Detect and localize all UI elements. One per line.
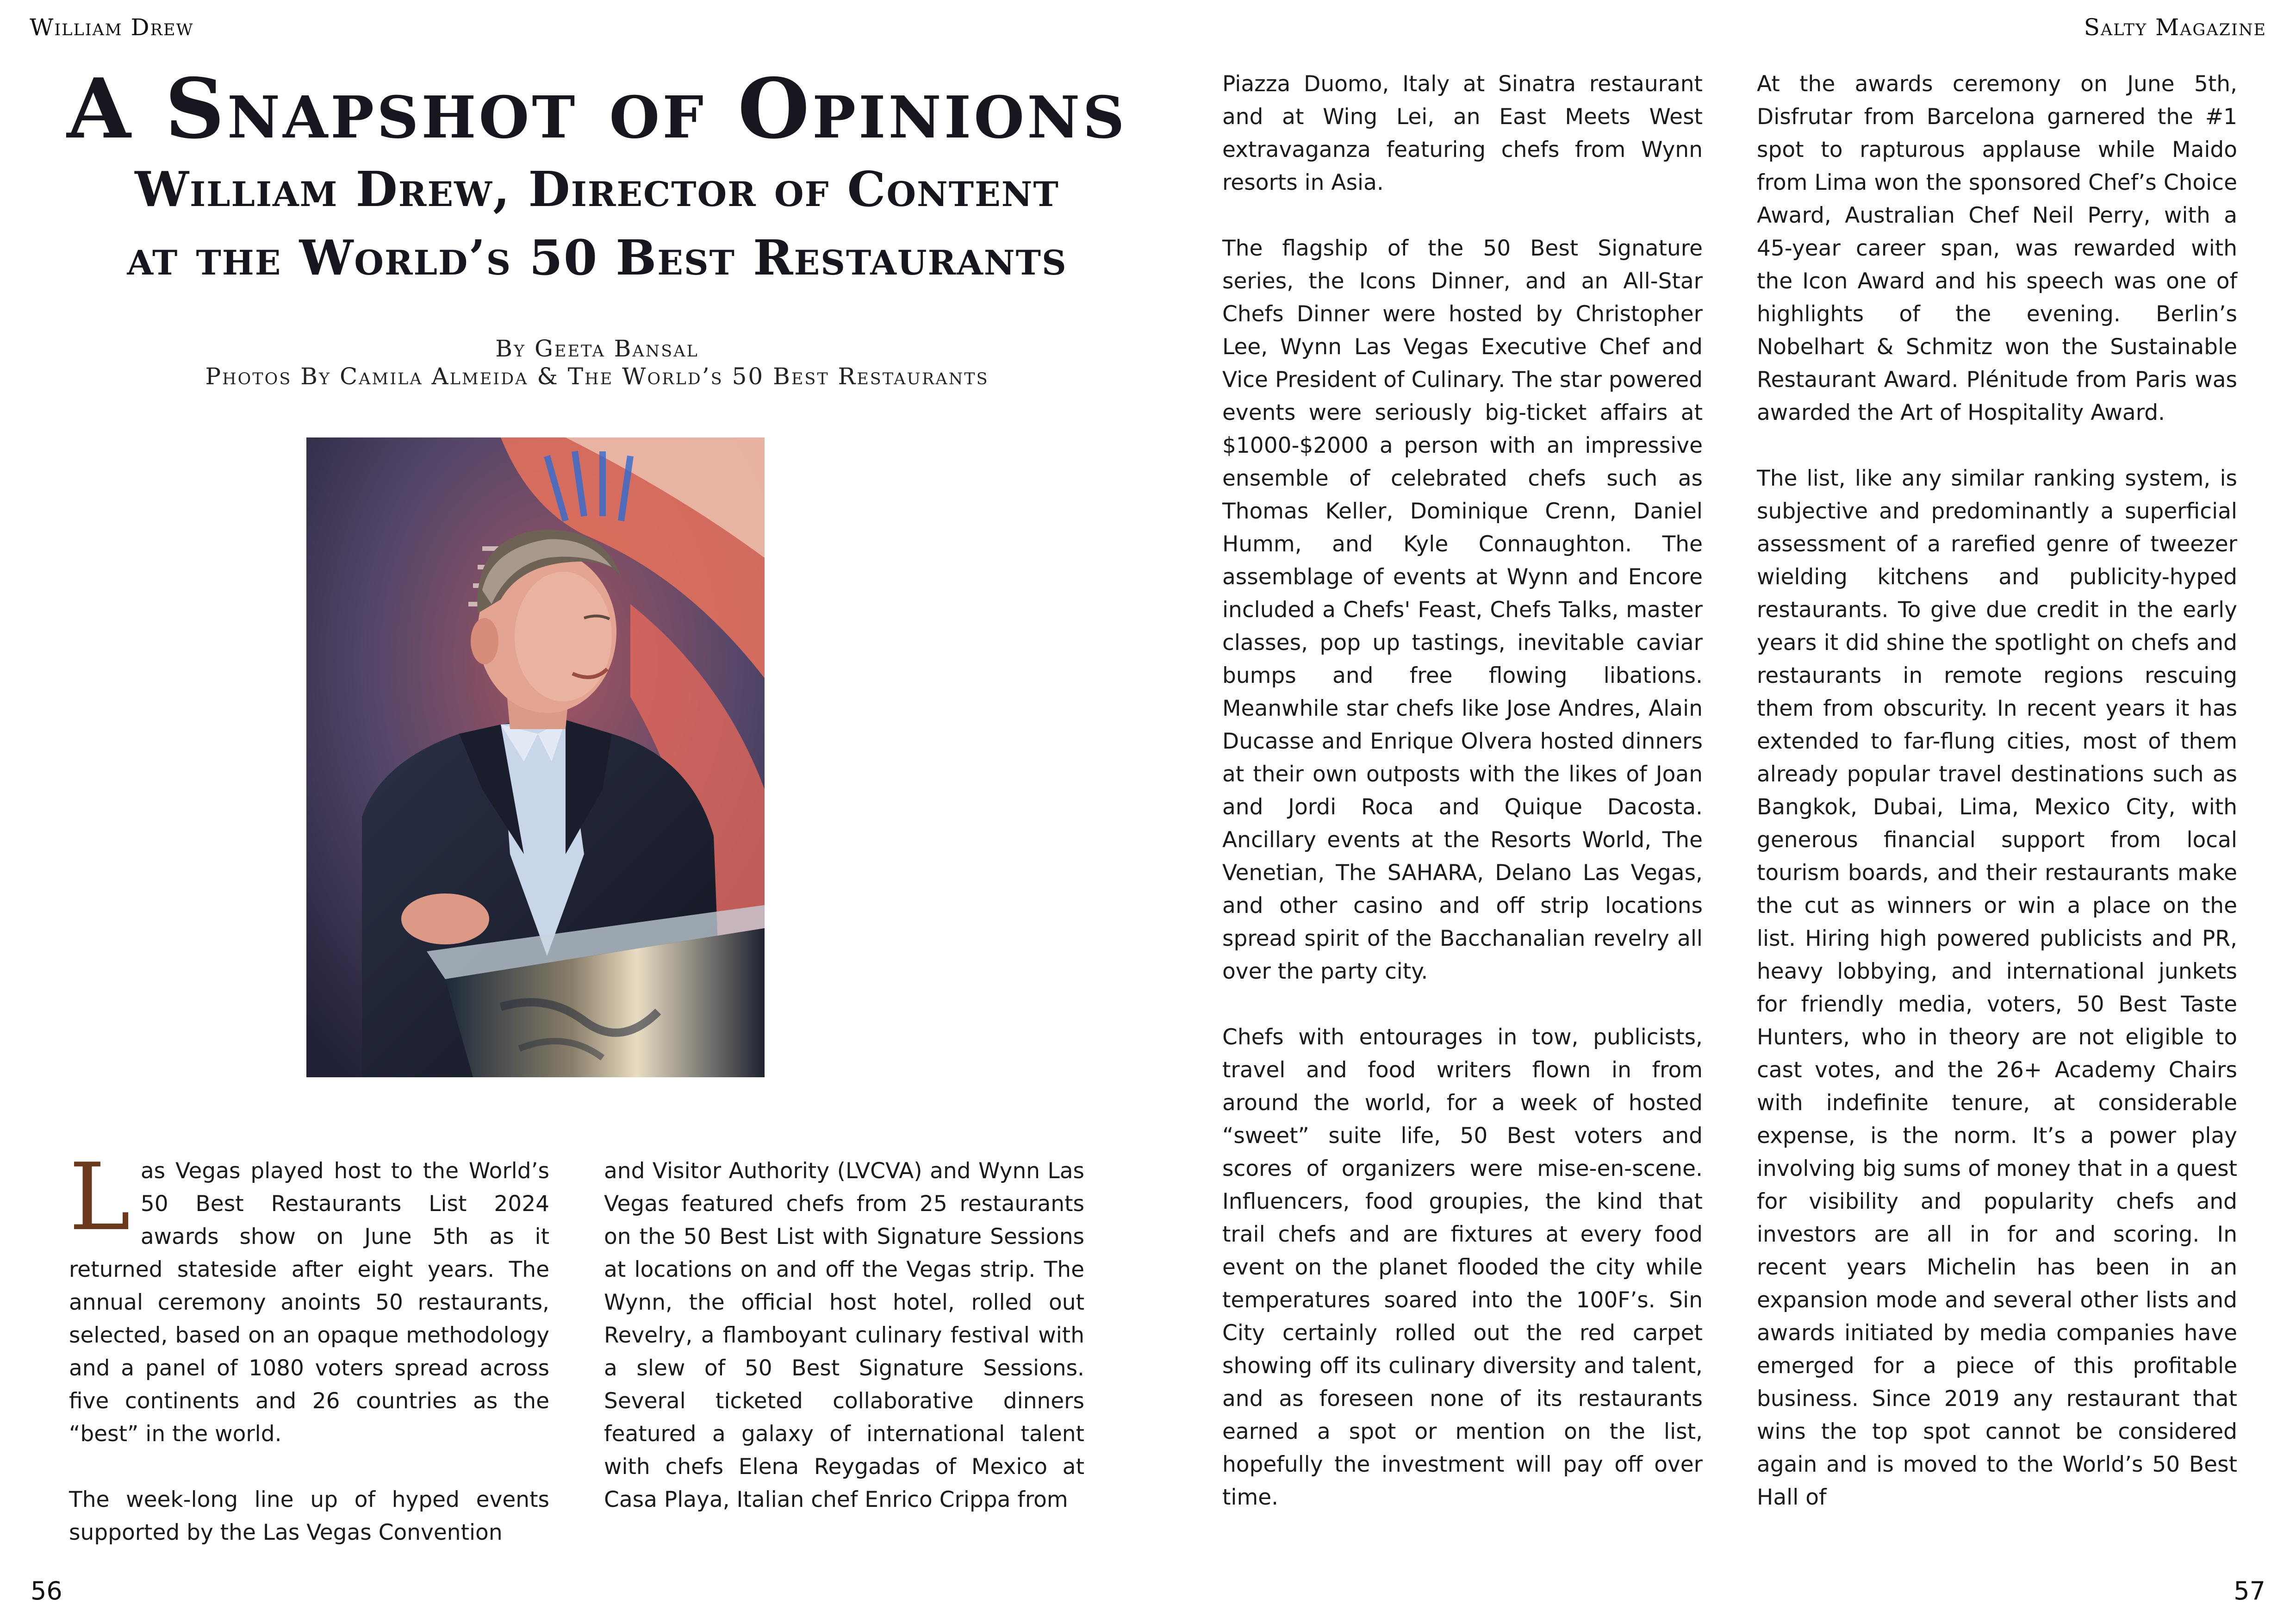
- byline: By Geeta Bansal: [495, 335, 699, 362]
- article-column-4: [1757, 68, 2237, 1514]
- subhead-line-1: William Drew, Director of Content: [135, 161, 1059, 218]
- article-column-1: [69, 1143, 549, 1549]
- article-paragraph: and Visitor Authority (LVCVA) and Wynn Las Vegas featured chefs from 25 restaurants on the 50 Best List with Signature Sessions at locations on and off the Vegas strip. The Wynn, the official host hotel, rolled out Revelry, a flamboyant culinary festival with a slew of 50 Best Signature Sessions. Several ticketed collaborative dinners featured a galaxy of international talent with chefs Elena Reygadas of Mexico at Casa Playa, Italian chef Enrico Crippa from: [604, 1158, 1084, 1512]
- running-head-left: William Drew: [30, 14, 194, 41]
- headline: A Snapshot of Opinions: [67, 60, 1127, 157]
- paragraph-text: as Vegas played host to the World’s 50 Best Restaurants List 2024 awards show on June 5th as it returned stateside after eight years. The annual ceremony anoints 50 restaurants, selected, based on an opaque methodology and a panel of 1080 voters spread across five continents and 26 countries as the “best” in the world.: [69, 1158, 549, 1447]
- article-paragraph: Chefs with entourages in tow, publicists, travel and food writers flown in from around the world, for a week of hosted “sweet” suite life, 50 Best voters and scores of organizers were mise-en-scene. Influencers, food groupies, the kind that trail chefs and are fixtures at every food event on the planet flooded the city while temperatures soared into the 100F’s. Sin City certainly rolled out the red carpet showing off its culinary diversity and talent, and as foreseen none of its restaurants earned a spot or mention on the list, hopefully the investment will pay off over time.: [1222, 1024, 1703, 1510]
- title-block: [42, 62, 1152, 390]
- running-head-right: Salty Magazine: [2084, 14, 2266, 41]
- page-number-right: 57: [2234, 1576, 2265, 1605]
- article-paragraph: The week-long line up of hyped events supported by the Las Vegas Convention: [69, 1487, 549, 1545]
- article-photo: [306, 437, 765, 1077]
- article-paragraph: At the awards ceremony on June 5th, Disfrutar from Barcelona garnered the #1 spot to rapturous applause while Maido from Lima won the sponsored Chef’s Choice Award, Australian Chef Neil Perry, with a 45-year career span, was rewarded with the Icon Award and his speech was one of highlights of the evening. Berlin’s Nobelhart & Schmitz won the Sustainable Restaurant Award. Plénitude from Paris was awarded the Art of Hospitality Award.: [1757, 71, 2237, 425]
- article-column-2: [604, 1155, 1084, 1516]
- article-paragraph: The list, like any similar ranking system, is subjective and predominantly a superficial assessment of a rarefied genre of tweezer wielding kitchens and publicity-hyped restaurants. To give due credit in the early years it did shine the spotlight on chefs and restaurants in remote regions rescuing them from obscurity. In recent years it has extended to far-flung cities, most of them already popular travel destinations such as Bangkok, Dubai, Lima, Mexico City, with generous financial support from local tourism boards, and their restaurants make the cut as winners or win a place on the list. Hiring high powered publicists and PR, heavy lobbying, and international junkets for friendly media, voters, 50 Best Taste Hunters, who in theory are not eligible to cast votes, and the 26+ Academy Chairs with indefinite tenure, at considerable expense, is the norm. It’s a power play involving big sums of money that in a quest for visibility and popularity chefs and investors are all in for and scoring. In recent years Michelin has been in an expansion mode and several other lists and awards initiated by media companies have emerged for a piece of this profitable business. Since 2019 any restaurant that wins the top spot cannot be considered again and is moved to the World’s 50 Best Hall of: [1757, 466, 2237, 1510]
- page-number-left: 56: [31, 1576, 62, 1605]
- photo-credit: Photos By Camila Almeida & The World’s 50 Best Restaurants: [205, 363, 989, 390]
- drop-cap: L: [69, 1143, 131, 1251]
- article-paragraph: [69, 1143, 549, 1450]
- article-paragraph: The flagship of the 50 Best Signature series, the Icons Dinner, and an All-Star Chefs Dinner were hosted by Christopher Lee, Wynn Las Vegas Executive Chef and Vice President of Culinary. The star powered events were seriously big-ticket affairs at $1000-$2000 a person with an impressive ensemble of celebrated chefs such as Thomas Keller, Dominique Crenn, Daniel Humm, and Kyle Connaughton. The assemblage of events at Wynn and Encore included a Chefs' Feast, Chefs Talks, master classes, pop up tastings, inevitable caviar bumps and free flowing libations. Meanwhile star chefs like Jose Andres, Alain Ducasse and Enrique Olvera hosted dinners at their own outposts with the likes of Joan and Jordi Roca and Quique Dacosta. Ancillary events at the Resorts World, The Venetian, The SAHARA, Delano Las Vegas, and other casino and off strip locations spread spirit of the Bacchanalian revelry all over the party city.: [1222, 236, 1703, 984]
- article-paragraph: Piazza Duomo, Italy at Sinatra restaurant and at Wing Lei, an East Meets West extravaganza featuring chefs from Wynn resorts in Asia.: [1222, 71, 1703, 195]
- subhead-line-2: at the World’s 50 Best Restaurants: [127, 229, 1067, 286]
- speaker-photo-illustration: [306, 437, 765, 1077]
- article-column-3: [1222, 68, 1703, 1514]
